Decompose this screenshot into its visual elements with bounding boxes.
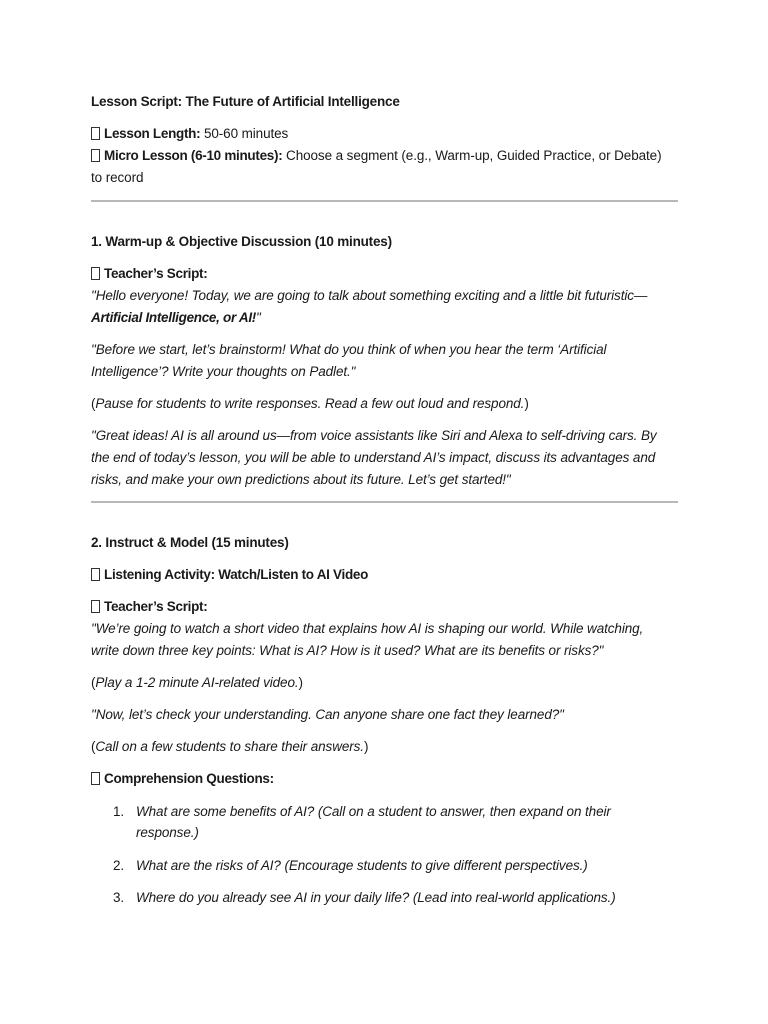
stage-direction: Play a 1-2 minute AI-related video.: [95, 675, 299, 690]
section2-p3: "Now, let’s check your understanding. Can anyone share one fact they learned?": [91, 707, 564, 722]
section1-script-label-line: [91, 263, 678, 285]
section2-heading: 2. Instruct & Model (15 minutes): [91, 535, 289, 550]
missing-glyph-icon: [91, 600, 100, 613]
lesson-title: Lesson Script: The Future of Artificial Intelligence: [91, 94, 400, 109]
list-text: What are the risks of AI? (Encourage students to give different perspectives.): [136, 858, 588, 873]
list-text-line: What are some benefits of AI? (Call on a student to answer, then expand on their: [136, 804, 611, 819]
list-text-line: response.): [136, 825, 199, 840]
listening-activity-line: [91, 564, 678, 586]
section2-p4: [91, 736, 678, 758]
section2-p1-line1: "We’re going to watch a short video that explains how AI is shaping our world. While watching,: [91, 621, 644, 636]
missing-glyph-icon: [91, 568, 100, 581]
section1-p4-line3: risks, and make your own predictions about its future. Let’s get started!": [91, 472, 511, 487]
list-number: 2.: [113, 858, 125, 873]
paren-open: (: [91, 739, 96, 754]
lesson-length-value: 50-60 minutes: [200, 126, 289, 141]
stage-direction: Pause for students to write responses. Read a few out loud and respond.: [95, 396, 525, 411]
paren-open: (: [91, 396, 96, 411]
missing-glyph-icon: [91, 772, 100, 785]
section2-p2: [91, 672, 678, 694]
section1-p1-line2: [91, 307, 678, 329]
section1-p1-line1: "Hello everyone! Today, we are going to talk about something exciting and a little bit futuristic—: [91, 288, 648, 303]
list-number: 1.: [113, 804, 125, 819]
section1-heading: 1. Warm-up & Objective Discussion (10 minutes): [91, 234, 392, 249]
micro-lesson-value: Choose a segment (e.g., Warm-up, Guided Practice, or Debate): [282, 148, 662, 163]
comprehension-questions-label: Comprehension Questions:: [104, 771, 274, 786]
list-number: 3.: [113, 890, 125, 905]
missing-glyph-icon: [91, 127, 100, 140]
listening-activity-label: Listening Activity: Watch/Listen to AI Video: [104, 567, 369, 582]
ai-emphasis: Artificial Intelligence, or AI!: [91, 310, 256, 325]
micro-lesson-label: Micro Lesson (6-10 minutes):: [104, 148, 283, 163]
section2-p1-line2: write down three key points: What is AI? How is it used? What are its benefits or risks?": [91, 643, 604, 658]
lesson-length-label: Lesson Length:: [104, 126, 201, 141]
quote-close: ": [255, 310, 261, 325]
list-text: [136, 801, 676, 843]
section-divider: [91, 200, 678, 202]
section1-p4-line2: the end of today’s lesson, you will be able to understand AI’s impact, discuss its advantages and: [91, 450, 656, 465]
paren-close: ): [524, 396, 529, 411]
missing-glyph-icon: [91, 149, 100, 162]
section1-p2-line1: "Before we start, let’s brainstorm! What do you think of when you hear the term ‘Artificial: [91, 342, 607, 357]
section1-p2-line2: Intelligence’? Write your thoughts on Padlet.": [91, 364, 356, 379]
stage-direction: Call on a few students to share their answers.: [95, 739, 364, 754]
list-text: Where do you already see AI in your daily life? (Lead into real-world applications.): [136, 890, 616, 905]
section2-script-label-line: [91, 596, 678, 618]
lesson-length-line: [91, 123, 678, 145]
section1-p3: [91, 393, 678, 415]
micro-lesson-line: [91, 145, 678, 167]
missing-glyph-icon: [91, 267, 100, 280]
section-divider: [91, 501, 678, 503]
teacher-script-label: Teacher’s Script:: [104, 599, 208, 614]
teacher-script-label: Teacher’s Script:: [104, 266, 208, 281]
section1-p4-line1: "Great ideas! AI is all around us—from voice assistants like Siri and Alexa to self-driving cars. By: [91, 428, 657, 443]
paren-open: (: [91, 675, 96, 690]
micro-lesson-value-cont: to record: [91, 170, 144, 185]
comprehension-questions-line: [91, 768, 678, 790]
paren-close: ): [363, 739, 369, 754]
paren-close: ): [298, 675, 303, 690]
